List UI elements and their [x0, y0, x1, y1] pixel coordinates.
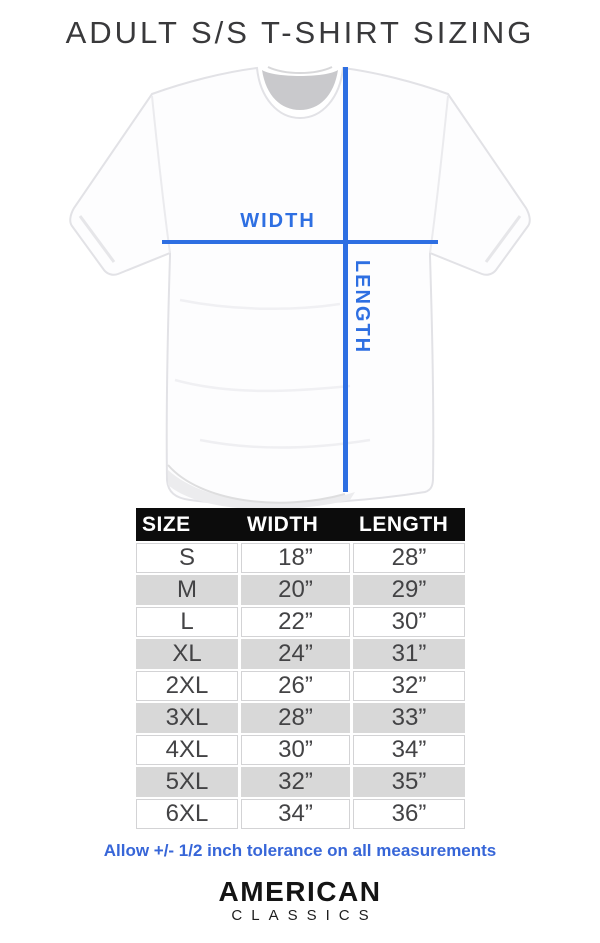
length-label: LENGTH	[351, 259, 373, 355]
header-size: SIZE	[142, 512, 191, 536]
cell-length: 30”	[353, 607, 465, 637]
cell-width: 20”	[241, 575, 350, 605]
cell-width: 30”	[241, 735, 350, 765]
cell-length: 36”	[353, 799, 465, 829]
cell-length: 35”	[353, 767, 465, 797]
table-row	[136, 735, 465, 765]
cell-size: XL	[136, 639, 238, 669]
width-measure-line	[162, 240, 438, 244]
cell-length: 34”	[353, 735, 465, 765]
cell-size: 5XL	[136, 767, 238, 797]
cell-length: 31”	[353, 639, 465, 669]
cell-width: 18”	[241, 543, 350, 573]
brand-name-top: AMERICAN	[218, 876, 382, 907]
cell-width: 26”	[241, 671, 350, 701]
cell-size: 4XL	[136, 735, 238, 765]
tolerance-note: Allow +/- 1/2 inch tolerance on all measurements	[103, 841, 497, 860]
cell-length: 28”	[353, 543, 465, 573]
cell-length: 32”	[353, 671, 465, 701]
size-table-header	[136, 508, 465, 541]
table-row	[136, 607, 465, 637]
cell-size: M	[136, 575, 238, 605]
cell-width: 28”	[241, 703, 350, 733]
cell-width: 32”	[241, 767, 350, 797]
cell-size: 2XL	[136, 671, 238, 701]
cell-size: S	[136, 543, 238, 573]
cell-length: 33”	[353, 703, 465, 733]
header-width: WIDTH	[247, 512, 319, 536]
size-table	[136, 508, 465, 829]
header-length: LENGTH	[359, 512, 449, 536]
table-row	[136, 703, 465, 733]
shirt-diagram	[0, 60, 600, 508]
cell-size: 6XL	[136, 799, 238, 829]
brand-logo	[0, 877, 600, 925]
table-row	[136, 543, 465, 573]
length-measure-line	[343, 67, 348, 492]
cell-size: 3XL	[136, 703, 238, 733]
brand-name-bottom: CLASSICS	[231, 907, 378, 924]
table-row	[136, 639, 465, 669]
table-row	[136, 671, 465, 701]
cell-size: L	[136, 607, 238, 637]
table-row	[136, 799, 465, 829]
table-row	[136, 575, 465, 605]
tshirt-image	[0, 60, 600, 508]
cell-width: 24”	[241, 639, 350, 669]
cell-length: 29”	[353, 575, 465, 605]
cell-width: 22”	[241, 607, 350, 637]
width-label: WIDTH	[240, 210, 316, 232]
cell-width: 34”	[241, 799, 350, 829]
page-title: ADULT S/S T-SHIRT SIZING	[65, 15, 535, 50]
table-row	[136, 767, 465, 797]
